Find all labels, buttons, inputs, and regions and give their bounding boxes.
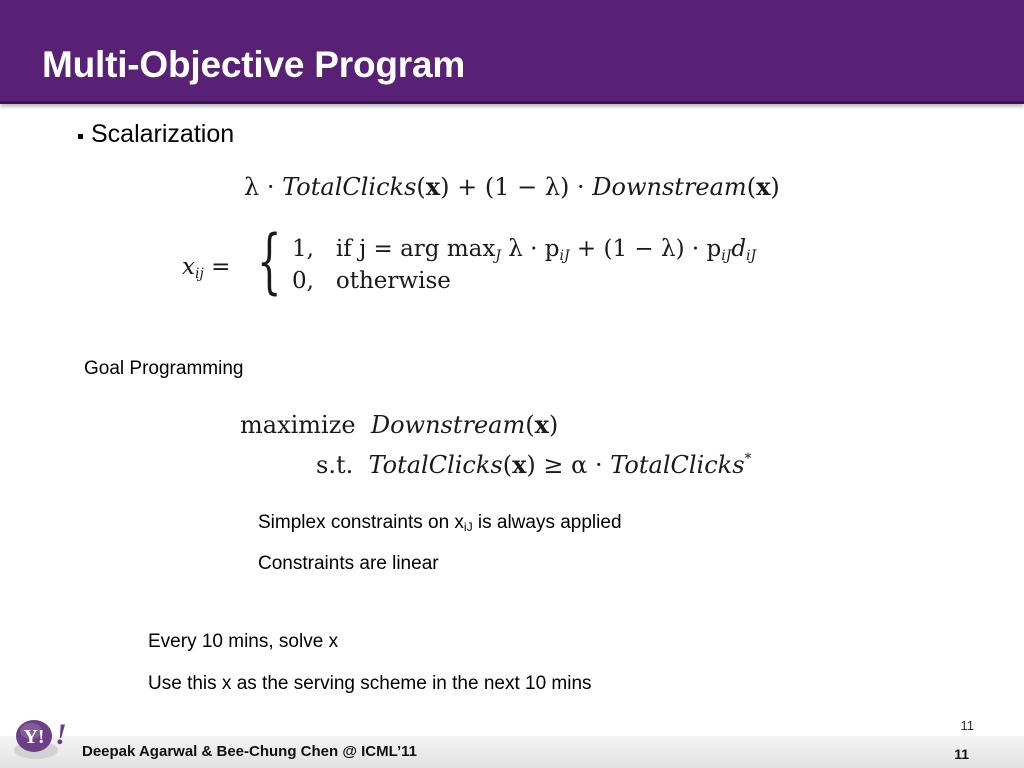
yahoo-logo-icon bbox=[12, 714, 70, 762]
slide-title: Multi-Objective Program bbox=[42, 44, 466, 85]
svg-text:Y!: Y! bbox=[23, 726, 45, 748]
svg-text:!: ! bbox=[55, 718, 67, 751]
goal-programming-label: Goal Programming bbox=[84, 358, 244, 379]
footer-author: Deepak Agarwal & Bee-Chung Chen @ ICML’11 bbox=[82, 743, 417, 760]
scalarization-objective: λ · TotalClicks(x) + (1 − λ) · Downstream(x) bbox=[244, 172, 780, 201]
goal-constraint: s.t. TotalClicks(x) ≥ α · TotalClicks* bbox=[316, 450, 752, 479]
left-brace-icon: { bbox=[257, 220, 282, 302]
assignment-lhs: $x_{ij}$ = bbox=[182, 254, 231, 282]
assignment-case-1: 1, if j = arg $\max_J \lambda \cdot p_{iJ} + (1 - \lambda) \cdot p_{iJ}d_{iJ}$ bbox=[292, 236, 757, 264]
note-every: Every 10 mins, solve x bbox=[148, 631, 339, 652]
assignment-case-2: 0, otherwise bbox=[292, 268, 451, 294]
bullet-scalarization-label: Scalarization bbox=[91, 120, 235, 148]
footer-page-number: 11 bbox=[954, 746, 969, 762]
slide-number: 11 bbox=[960, 718, 974, 733]
note-use: Use this x as the serving scheme in the next 10 mins bbox=[148, 673, 592, 694]
title-bar bbox=[0, 0, 1024, 104]
bullet-square-icon bbox=[78, 134, 83, 139]
goal-objective: maximize Downstream(x) bbox=[240, 410, 559, 439]
note-linear: Constraints are linear bbox=[258, 553, 439, 574]
note-simplex: Simplex constraints on $x_{iJ}$ is always applied bbox=[258, 512, 622, 534]
